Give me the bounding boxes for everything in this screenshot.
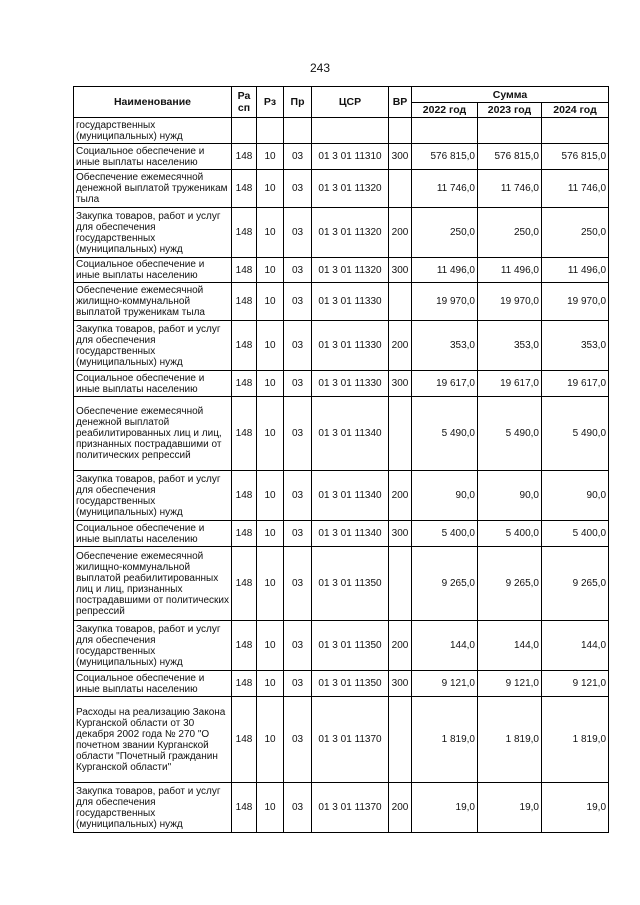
row-vr: 300 <box>389 671 412 697</box>
table-body <box>74 118 609 833</box>
row-vr <box>389 283 412 321</box>
row-vr: 300 <box>389 144 412 170</box>
row-name: Закупка товаров, работ и услуг для обеспечения государственных (муниципальных) нужд <box>74 621 232 671</box>
row-pr <box>284 118 312 144</box>
table-row <box>74 258 609 283</box>
row-pr: 03 <box>284 208 312 258</box>
row-rz: 10 <box>257 397 284 471</box>
row-2023: 250,0 <box>478 208 542 258</box>
row-vr <box>389 170 412 208</box>
row-name: Обеспечение ежемесячной жилищно-коммунальной выплатой реабилитированных лиц и лиц, признанных пострадавшими от политических репрессий <box>74 547 232 621</box>
row-csr: 01 3 01 11330 <box>312 321 389 371</box>
row-name: Закупка товаров, работ и услуг для обеспечения государственных (муниципальных) нужд <box>74 783 232 833</box>
row-2023: 5 400,0 <box>478 521 542 547</box>
row-rasp: 148 <box>232 621 257 671</box>
row-vr <box>389 547 412 621</box>
row-csr: 01 3 01 11330 <box>312 371 389 397</box>
row-2022: 9 121,0 <box>412 671 478 697</box>
row-name: Социальное обеспечение и иные выплаты населению <box>74 258 232 283</box>
header-name: Наименование <box>74 87 232 118</box>
row-2024: 11 746,0 <box>542 170 609 208</box>
table-row <box>74 471 609 521</box>
row-csr: 01 3 01 11310 <box>312 144 389 170</box>
row-pr: 03 <box>284 170 312 208</box>
row-vr: 200 <box>389 471 412 521</box>
row-2023: 5 490,0 <box>478 397 542 471</box>
row-pr: 03 <box>284 547 312 621</box>
page-number: 243 <box>309 61 331 75</box>
row-2022: 19 970,0 <box>412 283 478 321</box>
row-rasp: 148 <box>232 321 257 371</box>
row-csr: 01 3 01 11370 <box>312 783 389 833</box>
table-row <box>74 371 609 397</box>
row-rasp: 148 <box>232 283 257 321</box>
row-pr: 03 <box>284 471 312 521</box>
table-row <box>74 208 609 258</box>
row-rz: 10 <box>257 321 284 371</box>
row-pr: 03 <box>284 697 312 783</box>
table-row <box>74 783 609 833</box>
row-rasp: 148 <box>232 144 257 170</box>
header-pr: Пр <box>284 87 312 118</box>
row-rz: 10 <box>257 783 284 833</box>
table-row <box>74 521 609 547</box>
row-vr: 300 <box>389 521 412 547</box>
row-pr: 03 <box>284 783 312 833</box>
row-rz: 10 <box>257 671 284 697</box>
row-2023: 19 617,0 <box>478 371 542 397</box>
row-2022: 1 819,0 <box>412 697 478 783</box>
header-2024: 2024 год <box>542 103 609 118</box>
table-row <box>74 547 609 621</box>
row-2022: 11 496,0 <box>412 258 478 283</box>
table-row <box>74 283 609 321</box>
header-csr: ЦСР <box>312 87 389 118</box>
table-row <box>74 397 609 471</box>
header-sum: Сумма <box>412 87 609 103</box>
row-csr <box>312 118 389 144</box>
row-2022: 353,0 <box>412 321 478 371</box>
row-csr: 01 3 01 11340 <box>312 521 389 547</box>
row-rz: 10 <box>257 208 284 258</box>
row-vr: 300 <box>389 258 412 283</box>
table-row <box>74 118 609 144</box>
row-csr: 01 3 01 11350 <box>312 547 389 621</box>
row-pr: 03 <box>284 371 312 397</box>
row-rasp: 148 <box>232 397 257 471</box>
row-vr <box>389 118 412 144</box>
row-2024: 144,0 <box>542 621 609 671</box>
table-row <box>74 621 609 671</box>
table-row <box>74 144 609 170</box>
row-2023: 19 970,0 <box>478 283 542 321</box>
row-2022 <box>412 118 478 144</box>
row-csr: 01 3 01 11350 <box>312 621 389 671</box>
row-rz: 10 <box>257 283 284 321</box>
header-2023: 2023 год <box>478 103 542 118</box>
row-2024: 19 617,0 <box>542 371 609 397</box>
row-csr: 01 3 01 11320 <box>312 258 389 283</box>
row-name: Закупка товаров, работ и услуг для обеспечения государственных (муниципальных) нужд <box>74 321 232 371</box>
row-pr: 03 <box>284 521 312 547</box>
row-rz: 10 <box>257 697 284 783</box>
row-vr: 300 <box>389 371 412 397</box>
row-2023: 90,0 <box>478 471 542 521</box>
row-2024: 353,0 <box>542 321 609 371</box>
row-vr: 200 <box>389 321 412 371</box>
row-rz <box>257 118 284 144</box>
row-2023: 576 815,0 <box>478 144 542 170</box>
row-csr: 01 3 01 11320 <box>312 170 389 208</box>
row-csr: 01 3 01 11330 <box>312 283 389 321</box>
row-rasp: 148 <box>232 547 257 621</box>
row-csr: 01 3 01 11370 <box>312 697 389 783</box>
row-rz: 10 <box>257 547 284 621</box>
row-2024: 1 819,0 <box>542 697 609 783</box>
row-name: Социальное обеспечение и иные выплаты населению <box>74 671 232 697</box>
row-vr: 200 <box>389 621 412 671</box>
row-vr: 200 <box>389 783 412 833</box>
row-rz: 10 <box>257 258 284 283</box>
row-vr <box>389 697 412 783</box>
table-row <box>74 170 609 208</box>
budget-table <box>73 86 609 833</box>
row-pr: 03 <box>284 397 312 471</box>
row-rasp: 148 <box>232 521 257 547</box>
row-2024: 9 121,0 <box>542 671 609 697</box>
header-vr: ВР <box>389 87 412 118</box>
row-2022: 19,0 <box>412 783 478 833</box>
row-vr <box>389 397 412 471</box>
row-csr: 01 3 01 11340 <box>312 471 389 521</box>
row-2024: 90,0 <box>542 471 609 521</box>
row-csr: 01 3 01 11340 <box>312 397 389 471</box>
row-2023 <box>478 118 542 144</box>
row-rasp: 148 <box>232 170 257 208</box>
table-row <box>74 321 609 371</box>
row-pr: 03 <box>284 144 312 170</box>
row-2023: 144,0 <box>478 621 542 671</box>
row-name: Социальное обеспечение и иные выплаты населению <box>74 521 232 547</box>
row-csr: 01 3 01 11350 <box>312 671 389 697</box>
row-rasp: 148 <box>232 258 257 283</box>
row-2022: 144,0 <box>412 621 478 671</box>
row-rz: 10 <box>257 144 284 170</box>
table-row <box>74 697 609 783</box>
row-rasp: 148 <box>232 697 257 783</box>
row-pr: 03 <box>284 621 312 671</box>
row-rz: 10 <box>257 170 284 208</box>
header-rasp: Ра сп <box>232 87 257 118</box>
row-2023: 19,0 <box>478 783 542 833</box>
row-pr: 03 <box>284 283 312 321</box>
row-pr: 03 <box>284 671 312 697</box>
row-2022: 11 746,0 <box>412 170 478 208</box>
row-vr: 200 <box>389 208 412 258</box>
row-pr: 03 <box>284 258 312 283</box>
row-2023: 353,0 <box>478 321 542 371</box>
row-rasp: 148 <box>232 671 257 697</box>
row-2022: 5 490,0 <box>412 397 478 471</box>
row-name: Расходы на реализацию Закона Курганской области от 30 декабря 2002 года № 270 "О почетном звании Курганской области "Почетный гражданин Курганской области" <box>74 697 232 783</box>
row-2024 <box>542 118 609 144</box>
row-2023: 11 746,0 <box>478 170 542 208</box>
row-2023: 11 496,0 <box>478 258 542 283</box>
row-2024: 5 490,0 <box>542 397 609 471</box>
row-rasp: 148 <box>232 783 257 833</box>
row-name: Обеспечение ежемесячной жилищно-коммунальной выплатой труженикам тыла <box>74 283 232 321</box>
table-row <box>74 671 609 697</box>
row-2024: 5 400,0 <box>542 521 609 547</box>
row-2024: 19 970,0 <box>542 283 609 321</box>
row-2022: 90,0 <box>412 471 478 521</box>
row-2024: 19,0 <box>542 783 609 833</box>
row-name: Социальное обеспечение и иные выплаты населению <box>74 371 232 397</box>
row-name: Обеспечение ежемесячной денежной выплатой труженикам тыла <box>74 170 232 208</box>
row-rasp <box>232 118 257 144</box>
header-rz: Рз <box>257 87 284 118</box>
row-2023: 9 265,0 <box>478 547 542 621</box>
row-rasp: 148 <box>232 371 257 397</box>
row-rz: 10 <box>257 371 284 397</box>
row-2022: 5 400,0 <box>412 521 478 547</box>
row-2023: 1 819,0 <box>478 697 542 783</box>
row-rasp: 148 <box>232 208 257 258</box>
row-name: государственных (муниципальных) нужд <box>74 118 232 144</box>
row-2024: 250,0 <box>542 208 609 258</box>
row-name: Закупка товаров, работ и услуг для обеспечения государственных (муниципальных) нужд <box>74 471 232 521</box>
row-2022: 576 815,0 <box>412 144 478 170</box>
row-rz: 10 <box>257 621 284 671</box>
row-rz: 10 <box>257 521 284 547</box>
row-2023: 9 121,0 <box>478 671 542 697</box>
row-name: Закупка товаров, работ и услуг для обеспечения государственных (муниципальных) нужд <box>74 208 232 258</box>
row-pr: 03 <box>284 321 312 371</box>
row-2024: 9 265,0 <box>542 547 609 621</box>
row-rz: 10 <box>257 471 284 521</box>
header-2022: 2022 год <box>412 103 478 118</box>
row-2022: 9 265,0 <box>412 547 478 621</box>
row-2022: 250,0 <box>412 208 478 258</box>
row-2022: 19 617,0 <box>412 371 478 397</box>
row-2024: 576 815,0 <box>542 144 609 170</box>
row-name: Социальное обеспечение и иные выплаты населению <box>74 144 232 170</box>
row-name: Обеспечение ежемесячной денежной выплатой реабилитированных лиц и лиц, признанных пострадавшими от политических репрессий <box>74 397 232 471</box>
row-csr: 01 3 01 11320 <box>312 208 389 258</box>
row-rasp: 148 <box>232 471 257 521</box>
row-2024: 11 496,0 <box>542 258 609 283</box>
